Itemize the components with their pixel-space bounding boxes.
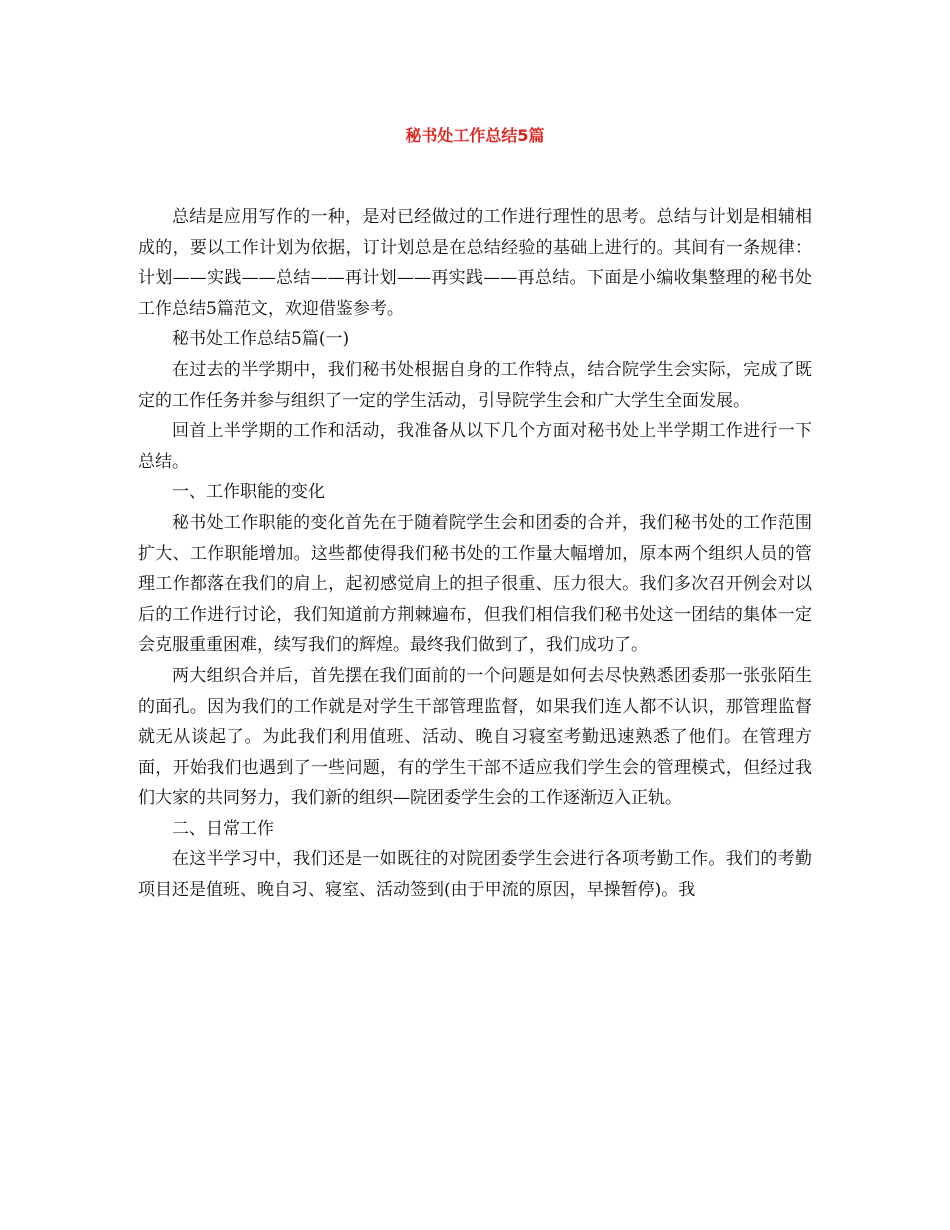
paragraph: 回首上半学期的工作和活动，我准备从以下几个方面对秘书处上半学期工作进行一下总结。: [138, 421, 812, 472]
paragraph: 两大组织合并后，首先摆在我们面前的一个问题是如何去尽快熟悉团委那一张张陌生的面孔。因为我们的工作就是对学生干部管理监督，如果我们连人都不认识，那管理监督就无从谈起了。为此我们利用值班、活动、晚自习寝室考勤迅速熟悉了他们。在管理方面，开始我们也遇到了一些问题，有的学生干部不适应我们学生会的管理模式，但经过我们大家的共同努力，我们新的组织—院团委学生会的工作逐渐迈入正轨。: [138, 665, 812, 809]
section-heading: 一、工作职能的变化: [172, 482, 325, 503]
paragraph-intro: 总结是应用写作的一种，是对已经做过的工作进行理性的思考。总结与计划是相辅相成的，要以工作计划为依据，订计划总是在总结经验的基础上进行的。其间有一条规律：计划——实践——总结——再计划——再实践——再总结。下面是小编收集整理的秘书处工作总结5篇范文，欢迎借鉴参考。: [138, 207, 812, 319]
paragraph: 在过去的半学期中，我们秘书处根据自身的工作特点，结合院学生会实际，完成了既定的工作任务并参与组织了一定的学生活动，引导院学生会和广大学生全面发展。: [138, 359, 812, 411]
document-title: 秘书处工作总结5篇: [405, 126, 545, 145]
section-heading-part-one: 秘书处工作总结5篇(一): [172, 329, 350, 350]
document-body: [138, 202, 812, 906]
section-heading: 二、日常工作: [172, 818, 274, 839]
paragraph: 秘书处工作职能的变化首先在于随着院学生会和团委的合并，我们秘书处的工作范围扩大、工作职能增加。这些都使得我们秘书处的工作量大幅增加，原本两个组织人员的管理工作都落在我们的肩上，起初感觉肩上的担子很重、压力很大。我们多次召开例会对以后的工作进行讨论，我们知道前方荆棘遍布，但我们相信我们秘书处这一团结的集体一定会克服重重困难，续写我们的辉煌。最终我们做到了，我们成功了。: [138, 512, 812, 656]
paragraph: 在这半学习中，我们还是一如既往的对院团委学生会进行各项考勤工作。我们的考勤项目还是值班、晚自习、寝室、活动签到(由于甲流的原因，早操暂停)。我: [138, 849, 812, 901]
